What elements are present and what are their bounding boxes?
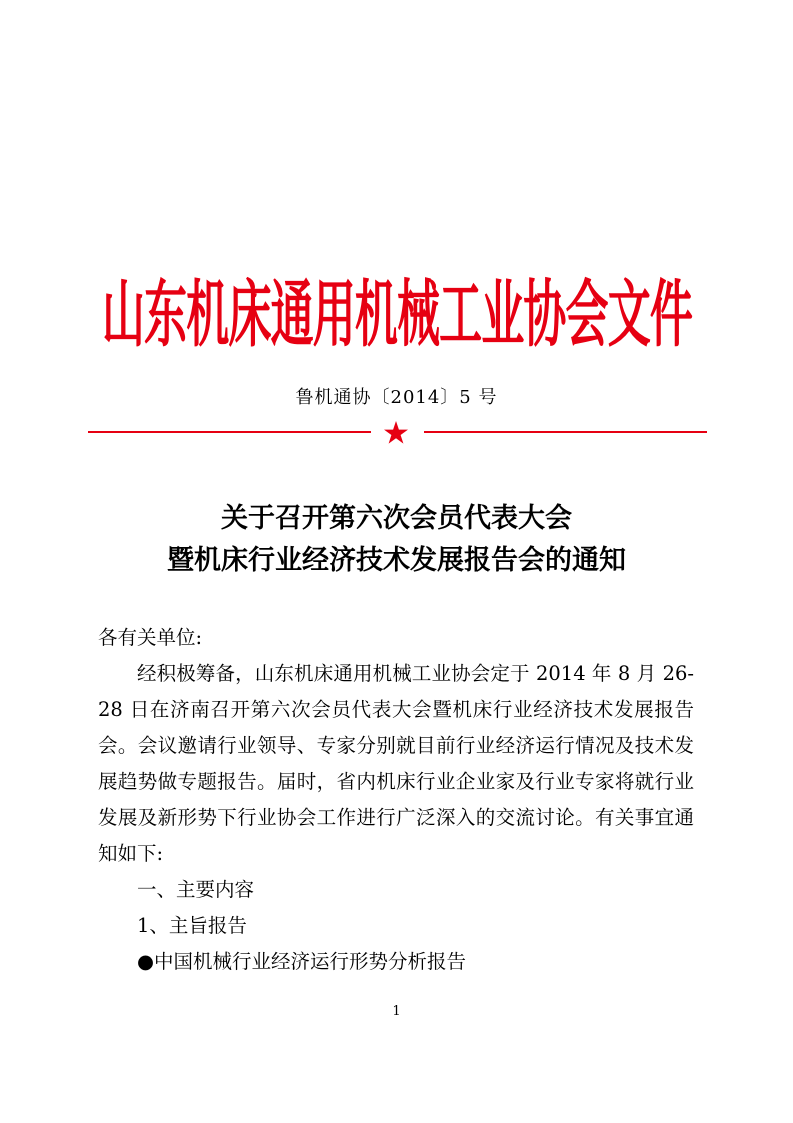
subsection-heading: 1、主旨报告 [137, 914, 247, 937]
header-rule-left [88, 431, 371, 433]
section-heading: 一、主要内容 [137, 878, 255, 901]
body-paragraph: 经积极筹备，山东机床通用机械工业协会定于 2014 年 8 月 26-28 日在济南召开第六次会员代表大会暨机床行业经济技术发展报告会。会议邀请行业领导、专家分别就目前行业经济运行情况及技术发展趋势做专题报告。届时，省内机床行业企业家及行业专家将就行业发展及新形势下行业协会工作进行广泛深入的交流讨论。有关事宜通知如下: [98, 662, 694, 865]
bullet-item: ●中国机械行业经济运行形势分析报告 [137, 950, 467, 973]
document-masthead [0, 255, 793, 375]
masthead-text: 山东机床通用机械工业协会文件 [101, 272, 692, 358]
page-number: 1 [392, 1004, 401, 1019]
header-rule-right [424, 431, 707, 433]
salutation: 各有关单位: [98, 626, 203, 649]
notice-title-line-1: 关于召开第六次会员代表大会 [221, 503, 572, 534]
notice-title-line-2: 暨机床行业经济技术发展报告会的通知 [167, 545, 626, 576]
document-number: 鲁机通协〔2014〕5 号 [295, 387, 498, 408]
star-icon [381, 418, 411, 448]
